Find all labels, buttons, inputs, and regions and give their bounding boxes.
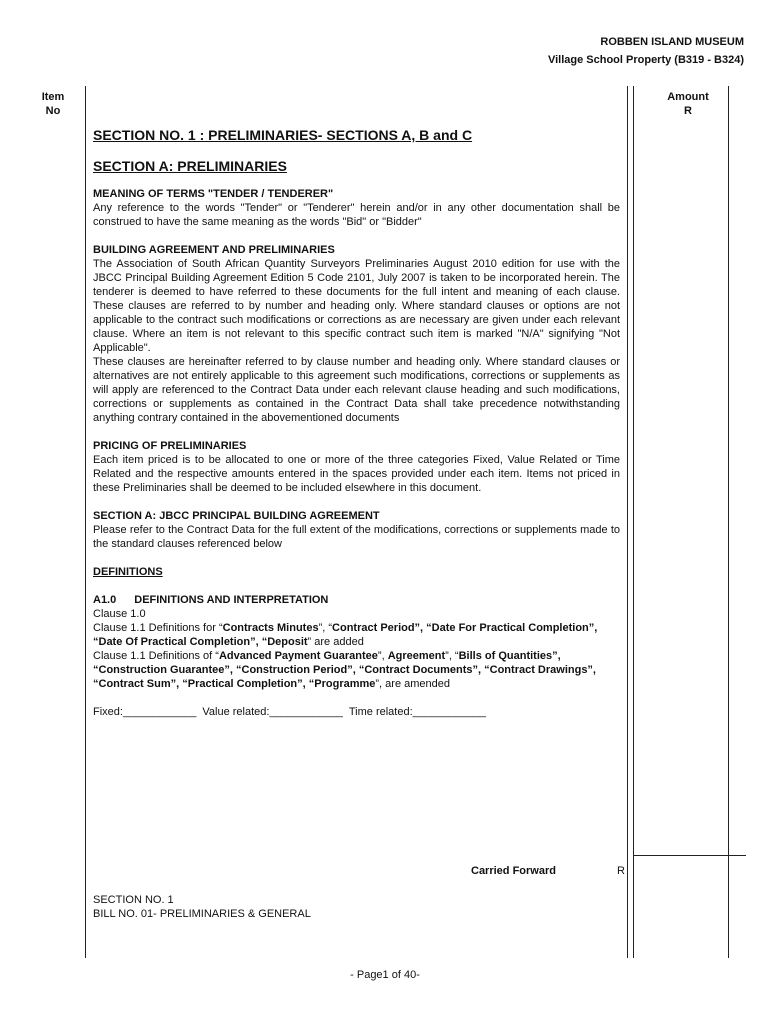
- carried-forward-rule: [633, 855, 746, 856]
- a10-title: DEFINITIONS AND INTERPRETATION: [134, 594, 329, 606]
- clause-1-1-amended: [93, 649, 620, 691]
- a10-number: A1.0: [93, 594, 117, 606]
- jbcc-body: Please refer to the Contract Data for the full extent of the modifications, corrections or supplements made to the standard clauses referenced below: [93, 524, 620, 550]
- jbcc-agreement: [93, 509, 620, 551]
- amount-heading-line1: Amount: [667, 91, 709, 103]
- meaning-of-terms: [93, 187, 620, 229]
- jbcc-heading: SECTION A: JBCC PRINCIPAL BUILDING AGREEMENT: [93, 510, 380, 522]
- section-title: SECTION NO. 1 : PRELIMINARIES- SECTIONS A, B and C: [93, 127, 473, 143]
- c11b-term2: Agreement: [387, 650, 446, 662]
- footer-bill: BILL NO. 01- PRELIMINARIES & GENERAL: [93, 908, 311, 920]
- c11a-post: ” are added: [307, 636, 364, 648]
- carried-forward-label: Carried Forward: [471, 865, 556, 877]
- clause-1-1-added: [93, 621, 620, 649]
- definitions-heading: DEFINITIONS: [93, 566, 163, 578]
- c11b-sep1: ”,: [377, 650, 388, 662]
- item-heading-line2: No: [45, 105, 61, 117]
- document-body: [93, 126, 620, 719]
- c11b-sep2: ”, “: [445, 650, 459, 662]
- property-name: Village School Property (B319 - B324): [547, 54, 744, 66]
- c11a-term1: Contracts Minutes: [222, 622, 319, 634]
- footer-section: SECTION NO. 1: [93, 894, 174, 906]
- item-heading-line1: Item: [41, 91, 65, 103]
- section-a-title: SECTION A: PRELIMINARIES: [93, 158, 287, 174]
- clause-1-0: Clause 1.0: [93, 608, 146, 620]
- value-related-field[interactable]: Value related:____________: [202, 706, 343, 718]
- c11b-term3: Bills of Quantities”, “Construction Guarantee”, “Construction Period”, “Contract Documents”, “Contract Drawings”, “Contract Sum”, “Practical Completion”, “Programme: [93, 650, 596, 690]
- amount-heading-line2: R: [684, 105, 692, 117]
- pricing-heading: PRICING OF PRELIMINARIES: [93, 440, 247, 452]
- page-number: - Page1 of 40-: [350, 969, 420, 981]
- pricing-of-preliminaries: [93, 439, 620, 495]
- clause-a10: [93, 593, 620, 719]
- c11a-sep1: ”, “: [318, 622, 333, 634]
- c11a-term2: Contract Period”, “Date For Practical Completion”, “Date Of Practical Completion”, “Deposit: [93, 622, 598, 648]
- c11a-pre: Clause 1.1 Definitions for “: [93, 622, 223, 634]
- time-related-field[interactable]: Time related:____________: [348, 706, 487, 718]
- org-name: ROBBEN ISLAND MUSEUM: [600, 36, 744, 48]
- meaning-heading: MEANING OF TERMS "TENDER / TENDERER": [93, 188, 334, 200]
- item-no-heading: [34, 90, 72, 118]
- c11b-pre: Clause 1.1 Definitions of “: [93, 650, 219, 662]
- c11b-post: ”, are amended: [375, 678, 450, 690]
- allocation-fields: [93, 705, 620, 719]
- building-body-1: The Association of South African Quantity Surveyors Preliminaries August 2010 edition for use with the JBCC Principal Building Agreement Edition 5 Code 2101, July 2007 is taken to be incorporated herein. The tenderer is deemed to have referred to these documents for the full intent and meaning of each clause. These clauses are referred to by number and heading only. Where standard clauses or options are not applicable to the contract such modifications or corrections as are necessary are given under each relevant clause. Where an item is not relevant to this specific contract such item is marked "N/A" signifying "Not Applicable".: [93, 258, 620, 354]
- building-body-2: These clauses are hereinafter referred to by clause number and heading only. Where standard clauses or alternatives are not entirely applicable to this agreement such modifications, corrections or supplements as will apply are referenced to the Contract Data under each relevant clause heading and such modifications, corrections or supplements as contained in the Contract Data shall take precedence notwithstanding anything contrary contained in the abovementioned documents: [93, 356, 620, 424]
- fixed-field[interactable]: Fixed:____________: [93, 706, 197, 718]
- pricing-body: Each item priced is to be allocated to one or more of the three categories Fixed, Value Related or Time Related and the respective amounts entered in the spaces provided under each item. Items not priced in these Preliminaries shall be deemed to be included elsewhere in this document.: [93, 454, 620, 494]
- c11b-term1: Advanced Payment Guarantee: [218, 650, 378, 662]
- right-column-divider: [728, 86, 729, 958]
- carried-forward-currency: R: [617, 865, 625, 877]
- amount-heading: [655, 90, 721, 118]
- building-agreement: [93, 243, 620, 425]
- amount-column-divider-inner: [633, 86, 634, 958]
- amount-column-divider-left: [627, 86, 628, 958]
- a10-heading: [93, 593, 620, 607]
- building-heading: BUILDING AGREEMENT AND PRELIMINARIES: [93, 244, 335, 256]
- meaning-body: Any reference to the words "Tender" or "Tenderer" herein and/or in any other documentation shall be construed to have the same meaning as the words "Bid" or "Bidder": [93, 202, 620, 228]
- definitions-block: [93, 565, 620, 579]
- left-column-divider: [85, 86, 86, 958]
